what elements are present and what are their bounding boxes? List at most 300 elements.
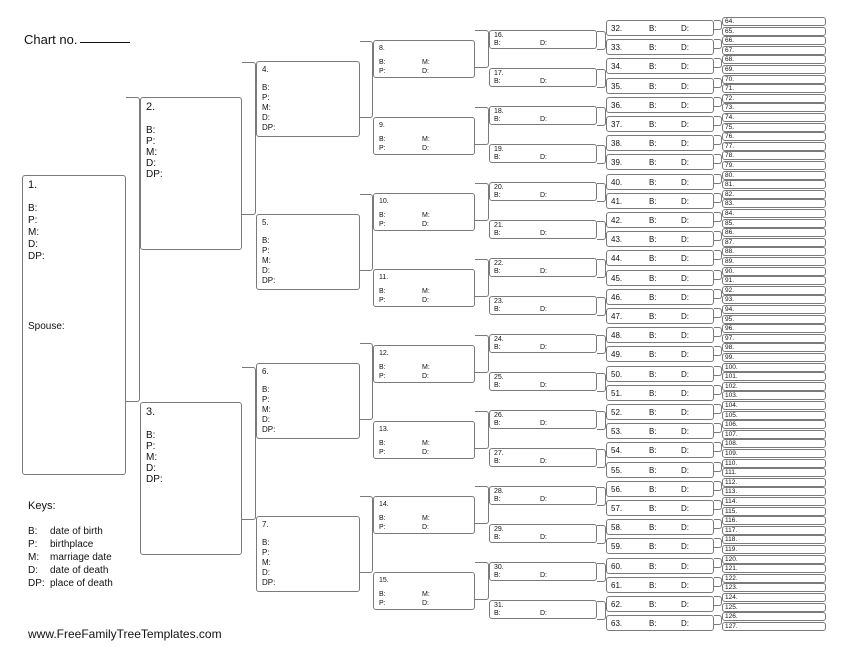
connector-15 [475, 562, 489, 600]
field-label: P: [28, 215, 38, 226]
field-label: M: [422, 212, 430, 219]
person-box-117[interactable] [722, 526, 826, 535]
person-number: 92. [725, 286, 735, 294]
field-label: B: [494, 192, 501, 199]
person-box-34[interactable] [606, 58, 714, 74]
connector-7 [360, 496, 373, 573]
person-box-116[interactable] [722, 516, 826, 525]
person-number: 13. [379, 426, 389, 433]
person-number: 95. [725, 315, 735, 323]
person-box-52[interactable] [606, 404, 714, 420]
person-box-96[interactable] [722, 324, 826, 333]
person-box-1[interactable] [22, 175, 126, 475]
person-box-59[interactable] [606, 538, 714, 554]
field-label: D: [681, 81, 689, 91]
field-label: D: [681, 600, 689, 609]
person-box-21[interactable] [489, 220, 597, 239]
person-number: 10. [379, 198, 389, 205]
chart-number-field[interactable] [80, 42, 130, 43]
person-number: 19. [494, 146, 504, 153]
field-label: D: [540, 154, 547, 161]
person-box-48[interactable] [606, 327, 714, 343]
person-number: 4. [262, 65, 269, 74]
field-label: P: [379, 600, 386, 607]
connector-14 [475, 486, 489, 524]
person-number: 63. [611, 619, 623, 629]
field-label: D: [681, 312, 689, 321]
field-label: B: [379, 288, 386, 295]
field-label: D: [540, 306, 547, 313]
person-box-63[interactable] [606, 615, 714, 631]
person-box-127[interactable] [722, 622, 826, 631]
person-box-70[interactable] [722, 75, 826, 84]
field-label: D: [681, 580, 689, 590]
person-number: 125. [725, 603, 738, 611]
person-number: 82. [725, 190, 735, 198]
field-label: B: [494, 154, 501, 161]
person-box-29[interactable] [489, 524, 597, 543]
field-label: D: [681, 523, 689, 533]
person-box-45[interactable] [606, 270, 714, 286]
field-label: B: [494, 116, 501, 123]
field-label: B: [494, 78, 501, 85]
field-label: D: [681, 408, 689, 417]
person-box-103[interactable] [722, 391, 826, 400]
person-box-112[interactable] [722, 478, 826, 487]
person-box-104[interactable] [722, 401, 826, 410]
person-number: 30. [494, 564, 504, 571]
person-number: 66. [725, 37, 735, 45]
person-number: 47. [611, 312, 623, 321]
person-box-98[interactable] [722, 343, 826, 352]
person-box-54[interactable] [606, 442, 714, 458]
field-label: B: [146, 430, 156, 441]
field-label: B: [649, 446, 657, 456]
person-number: 34. [611, 62, 623, 72]
person-box-57[interactable] [606, 500, 714, 516]
person-box-40[interactable] [606, 174, 714, 190]
person-number: 3. [146, 406, 156, 418]
person-box-27[interactable] [489, 448, 597, 467]
person-number: 127. [725, 622, 738, 630]
person-box-42[interactable] [606, 212, 714, 228]
person-number: 87. [725, 238, 735, 246]
person-box-126[interactable] [722, 612, 826, 621]
field-label: M: [422, 591, 430, 598]
person-box-61[interactable] [606, 577, 714, 593]
person-number: 71. [725, 85, 735, 93]
person-box-87[interactable] [722, 238, 826, 247]
field-label: B: [146, 125, 156, 136]
field-label: DP: [262, 425, 276, 434]
person-box-18[interactable] [489, 106, 597, 125]
person-box-41[interactable] [606, 193, 714, 209]
person-box-122[interactable] [722, 574, 826, 583]
connector-47 [714, 308, 722, 318]
field-label: B: [379, 364, 386, 371]
field-label: M: [262, 103, 271, 112]
field-label: B: [649, 120, 657, 129]
person-box-32[interactable] [606, 20, 714, 36]
field-label: B: [649, 504, 657, 513]
person-number: 68. [725, 56, 735, 64]
person-number: 65. [725, 27, 735, 35]
person-box-79[interactable] [722, 161, 826, 170]
field-label: M: [422, 515, 430, 522]
person-box-72[interactable] [722, 94, 826, 103]
person-box-24[interactable] [489, 334, 597, 353]
person-number: 73. [725, 104, 735, 112]
person-number: 115. [725, 507, 738, 515]
field-label: D: [681, 350, 689, 360]
field-label: M: [262, 558, 271, 567]
person-box-51[interactable] [606, 385, 714, 401]
field-label: B: [262, 83, 270, 92]
person-box-75[interactable] [722, 123, 826, 132]
person-box-71[interactable] [722, 84, 826, 93]
person-box-7[interactable] [256, 516, 360, 592]
person-number: 27. [494, 450, 504, 457]
connector-52 [714, 404, 722, 414]
person-box-43[interactable] [606, 231, 714, 247]
person-box-69[interactable] [722, 65, 826, 74]
field-label: DP: [28, 251, 45, 262]
person-number: 118. [725, 536, 738, 544]
person-number: 104. [725, 402, 738, 409]
person-box-101[interactable] [722, 372, 826, 381]
person-box-50[interactable] [606, 366, 714, 382]
person-box-3[interactable] [140, 402, 242, 555]
connector-41 [714, 193, 722, 203]
person-number: 96. [725, 325, 735, 333]
field-label: B: [262, 385, 270, 394]
connector-30 [597, 563, 606, 582]
field-label: P: [262, 246, 270, 255]
person-box-74[interactable] [722, 113, 826, 122]
connector-21 [597, 221, 606, 240]
person-box-17[interactable] [489, 68, 597, 87]
field-label: B: [379, 515, 386, 522]
field-label: D: [681, 619, 689, 629]
field-label: D: [681, 465, 689, 475]
person-box-77[interactable] [722, 142, 826, 151]
field-label: B: [494, 458, 501, 465]
field-label: B: [649, 561, 657, 571]
connector-57 [714, 500, 722, 510]
person-box-28[interactable] [489, 486, 597, 505]
connector-2 [242, 62, 256, 215]
person-box-114[interactable] [722, 497, 826, 506]
field-label: P: [379, 373, 386, 380]
person-box-91[interactable] [722, 276, 826, 285]
person-box-8[interactable] [373, 40, 475, 78]
person-number: 74. [725, 114, 735, 121]
person-number: 38. [611, 139, 623, 149]
connector-38 [714, 135, 722, 145]
person-number: 120. [725, 555, 738, 563]
connector-36 [714, 97, 722, 107]
connector-48 [714, 327, 722, 337]
person-box-64[interactable] [722, 17, 826, 26]
person-number: 22. [494, 260, 504, 267]
connector-59 [714, 538, 722, 548]
field-label: D: [146, 463, 156, 474]
person-number: 52. [611, 408, 623, 417]
chart-number-label: Chart no. [24, 32, 78, 47]
connector-40 [714, 174, 722, 184]
person-box-93[interactable] [722, 295, 826, 304]
person-number: 14. [379, 501, 389, 508]
person-box-55[interactable] [606, 462, 714, 478]
field-label: D: [422, 221, 429, 228]
person-box-121[interactable] [722, 564, 826, 573]
field-label: B: [649, 292, 657, 302]
person-box-107[interactable] [722, 430, 826, 439]
person-box-95[interactable] [722, 315, 826, 324]
field-label: DP: [262, 578, 276, 587]
person-number: 29. [494, 526, 504, 533]
person-box-35[interactable] [606, 78, 714, 94]
field-label: D: [422, 145, 429, 152]
person-box-80[interactable] [722, 171, 826, 180]
person-box-68[interactable] [722, 55, 826, 64]
connector-20 [597, 183, 606, 202]
person-box-90[interactable] [722, 267, 826, 276]
person-box-66[interactable] [722, 36, 826, 45]
key-marriage: M: marriage date [28, 552, 112, 563]
person-box-76[interactable] [722, 132, 826, 141]
field-label: P: [379, 68, 386, 75]
field-label: D: [681, 43, 689, 53]
person-box-33[interactable] [606, 39, 714, 55]
connector-53 [714, 423, 722, 433]
person-box-85[interactable] [722, 219, 826, 228]
person-box-20[interactable] [489, 182, 597, 201]
field-label: D: [422, 297, 429, 304]
person-number: 31. [494, 602, 504, 609]
field-label: D: [540, 344, 547, 351]
connector-45 [714, 270, 722, 280]
person-box-9[interactable] [373, 117, 475, 155]
field-label: D: [540, 496, 547, 503]
person-box-15[interactable] [373, 572, 475, 610]
person-number: 79. [725, 162, 735, 169]
person-box-65[interactable] [722, 27, 826, 36]
person-number: 44. [611, 254, 623, 264]
person-box-39[interactable] [606, 154, 714, 170]
person-number: 53. [611, 427, 623, 437]
person-box-97[interactable] [722, 334, 826, 343]
connector-26 [597, 411, 606, 430]
person-box-6[interactable] [256, 363, 360, 439]
person-box-102[interactable] [722, 382, 826, 391]
person-box-4[interactable] [256, 61, 360, 137]
connector-9 [475, 107, 489, 145]
field-label: DP: [262, 276, 276, 285]
field-label: D: [681, 331, 689, 341]
field-label: D: [681, 62, 689, 72]
connector-3 [242, 367, 256, 520]
person-box-82[interactable] [722, 190, 826, 199]
person-number: 56. [611, 484, 623, 494]
person-box-124[interactable] [722, 593, 826, 602]
person-box-125[interactable] [722, 603, 826, 612]
field-label: D: [422, 600, 429, 607]
person-box-19[interactable] [489, 144, 597, 163]
person-box-11[interactable] [373, 269, 475, 307]
person-box-110[interactable] [722, 459, 826, 468]
field-label: D: [681, 388, 689, 398]
person-box-58[interactable] [606, 519, 714, 535]
person-box-115[interactable] [722, 507, 826, 516]
field-label: DP: [146, 169, 163, 180]
person-box-89[interactable] [722, 257, 826, 266]
person-box-5[interactable] [256, 214, 360, 290]
person-box-105[interactable] [722, 411, 826, 420]
connector-27 [597, 449, 606, 468]
person-box-113[interactable] [722, 487, 826, 496]
person-box-14[interactable] [373, 496, 475, 534]
person-box-106[interactable] [722, 420, 826, 429]
person-box-2[interactable] [140, 97, 242, 250]
field-label: D: [681, 484, 689, 494]
person-box-36[interactable] [606, 97, 714, 113]
connector-35 [714, 78, 722, 88]
person-box-44[interactable] [606, 250, 714, 266]
person-box-10[interactable] [373, 193, 475, 231]
field-label: M: [422, 440, 430, 447]
person-number: 106. [725, 421, 738, 429]
person-box-25[interactable] [489, 372, 597, 391]
person-box-56[interactable] [606, 481, 714, 497]
person-number: 59. [611, 542, 623, 552]
person-box-38[interactable] [606, 135, 714, 151]
person-number: 48. [611, 331, 623, 341]
person-box-120[interactable] [722, 555, 826, 564]
person-number: 69. [725, 66, 735, 73]
person-box-73[interactable] [722, 103, 826, 112]
key-birthplace: P: birthplace [28, 539, 94, 550]
person-box-81[interactable] [722, 180, 826, 189]
person-box-119[interactable] [722, 545, 826, 554]
person-box-88[interactable] [722, 247, 826, 256]
person-number: 76. [725, 133, 735, 141]
person-number: 62. [611, 600, 623, 609]
field-label: P: [379, 221, 386, 228]
field-label: D: [681, 216, 689, 225]
connector-17 [597, 69, 606, 88]
field-label: D: [681, 120, 689, 129]
connector-8 [475, 30, 489, 68]
field-label: B: [28, 203, 38, 214]
person-box-31[interactable] [489, 600, 597, 619]
person-number: 70. [725, 75, 735, 83]
person-box-49[interactable] [606, 346, 714, 362]
field-label: B: [494, 420, 501, 427]
person-box-83[interactable] [722, 199, 826, 208]
field-label: D: [540, 382, 547, 389]
person-box-12[interactable] [373, 345, 475, 383]
person-number: 113. [725, 488, 738, 496]
person-number: 81. [725, 181, 735, 189]
field-label: M: [146, 452, 158, 463]
person-box-13[interactable] [373, 421, 475, 459]
person-number: 24. [494, 336, 504, 343]
person-box-86[interactable] [722, 228, 826, 237]
person-box-118[interactable] [722, 535, 826, 544]
field-label: D: [681, 177, 689, 187]
person-box-123[interactable] [722, 583, 826, 592]
person-number: 41. [611, 196, 623, 206]
person-box-16[interactable] [489, 30, 597, 49]
person-number: 39. [611, 158, 623, 168]
field-label: B: [494, 610, 501, 617]
person-box-92[interactable] [722, 286, 826, 295]
person-number: 124. [725, 594, 738, 601]
person-box-37[interactable] [606, 116, 714, 132]
connector-49 [714, 346, 722, 356]
field-label: D: [681, 139, 689, 149]
person-box-78[interactable] [722, 151, 826, 160]
field-label: B: [649, 369, 657, 379]
person-box-108[interactable] [722, 439, 826, 448]
field-label: P: [379, 524, 386, 531]
person-box-22[interactable] [489, 258, 597, 277]
person-box-46[interactable] [606, 289, 714, 305]
field-label: D: [540, 230, 547, 237]
field-label: B: [494, 572, 501, 579]
person-box-99[interactable] [722, 353, 826, 362]
person-box-94[interactable] [722, 305, 826, 314]
person-box-100[interactable] [722, 363, 826, 372]
person-box-53[interactable] [606, 423, 714, 439]
connector-13 [475, 411, 489, 449]
person-box-60[interactable] [606, 558, 714, 574]
person-number: 105. [725, 411, 738, 419]
person-box-47[interactable] [606, 308, 714, 324]
person-number: 86. [725, 229, 735, 237]
person-box-84[interactable] [722, 209, 826, 218]
person-box-109[interactable] [722, 449, 826, 458]
field-label: B: [494, 306, 501, 313]
field-label: P: [146, 136, 156, 147]
person-box-111[interactable] [722, 468, 826, 477]
person-number: 42. [611, 216, 623, 225]
connector-25 [597, 373, 606, 392]
field-label: M: [262, 256, 271, 265]
person-box-23[interactable] [489, 296, 597, 315]
person-box-62[interactable] [606, 596, 714, 612]
website-link[interactable]: www.FreeFamilyTreeTemplates.com [28, 627, 222, 641]
person-number: 60. [611, 561, 623, 571]
field-label: B: [494, 344, 501, 351]
field-label: B: [649, 600, 657, 609]
person-number: 7. [262, 520, 269, 529]
person-number: 6. [262, 367, 269, 376]
field-label: B: [649, 580, 657, 590]
field-label: B: [649, 388, 657, 398]
field-label: D: [422, 373, 429, 380]
field-label: M: [262, 405, 271, 414]
person-number: 107. [725, 430, 738, 438]
person-box-26[interactable] [489, 410, 597, 429]
field-label: B: [262, 538, 270, 547]
person-box-30[interactable] [489, 562, 597, 581]
field-label: D: [540, 610, 547, 617]
person-number: 64. [725, 18, 735, 25]
person-box-67[interactable] [722, 46, 826, 55]
field-label: D: [681, 292, 689, 302]
